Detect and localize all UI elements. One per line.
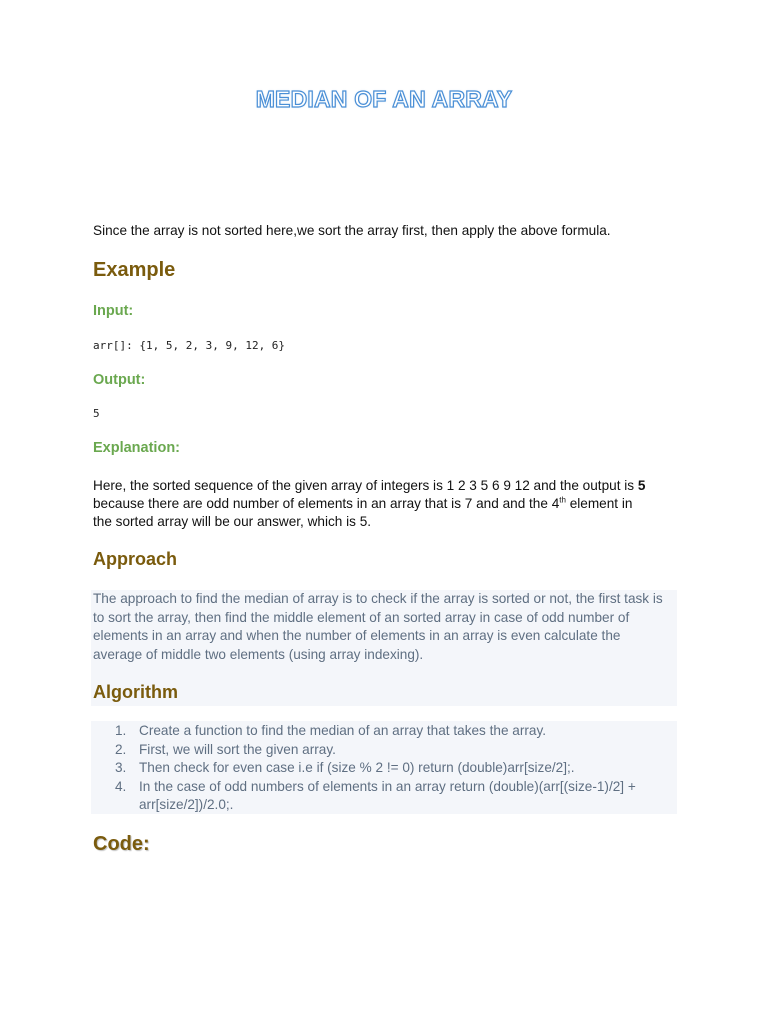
step-number: 2. xyxy=(115,741,127,757)
output-value: 5 xyxy=(93,407,100,420)
algorithm-step xyxy=(93,759,673,778)
algorithm-steps xyxy=(93,722,673,815)
approach-text: The approach to find the median of array is to check if the array is sorted or not, the first task is to sort the array, then find the middle element of an sorted array in case of odd number of elements in an array and when the number of elements in an array is even calculate the average of middle two elements (using array indexing). xyxy=(93,591,663,662)
step-text: Then check for even case i.e if (size % 2 != 0) return (double)arr[size/2];. xyxy=(139,760,575,775)
step-number: 4. xyxy=(115,778,127,794)
page-title: MEDIAN OF AN ARRAY xyxy=(255,86,513,112)
output-label: Output: xyxy=(93,372,146,388)
step-number: 3. xyxy=(115,760,127,775)
explanation-label: Explanation: xyxy=(93,440,181,456)
explanation-part2: because there are odd number of elements in an array that is 7 and and the 4 xyxy=(93,496,560,511)
explanation-superscript: th xyxy=(559,495,566,505)
explanation-bold-answer: 5 xyxy=(637,478,646,493)
step-number: 1. xyxy=(115,723,127,738)
input-value: arr[]: {1, 5, 2, 3, 9, 12, 6} xyxy=(93,339,286,352)
algorithm-step xyxy=(93,741,673,760)
example-heading: Example xyxy=(93,259,176,281)
intro-text: Since the array is not sorted here,we sort the array first, then apply the above formula. xyxy=(93,223,611,238)
explanation-part1: Here, the sorted sequence of the given array of integers is 1 2 3 5 6 9 12 and the output is xyxy=(93,478,638,493)
step-text: In the case of odd numbers of elements in an array return (double)(arr[(size-1)/2] + arr[size/2])/2.0;. xyxy=(139,778,636,812)
step-text: First, we will sort the given array. xyxy=(139,741,336,757)
algorithm-step xyxy=(93,778,673,815)
code-heading: Code: xyxy=(93,833,150,855)
approach-heading: Approach xyxy=(93,549,178,569)
explanation-text xyxy=(93,477,653,531)
input-label: Input: xyxy=(93,303,134,319)
step-text: Create a function to find the median of an array that takes the array. xyxy=(139,723,547,738)
algorithm-heading: Algorithm xyxy=(93,682,178,702)
algorithm-step xyxy=(93,722,673,741)
explanation-part3: element in the sorted array will be our answer, which is 5. xyxy=(93,496,633,529)
